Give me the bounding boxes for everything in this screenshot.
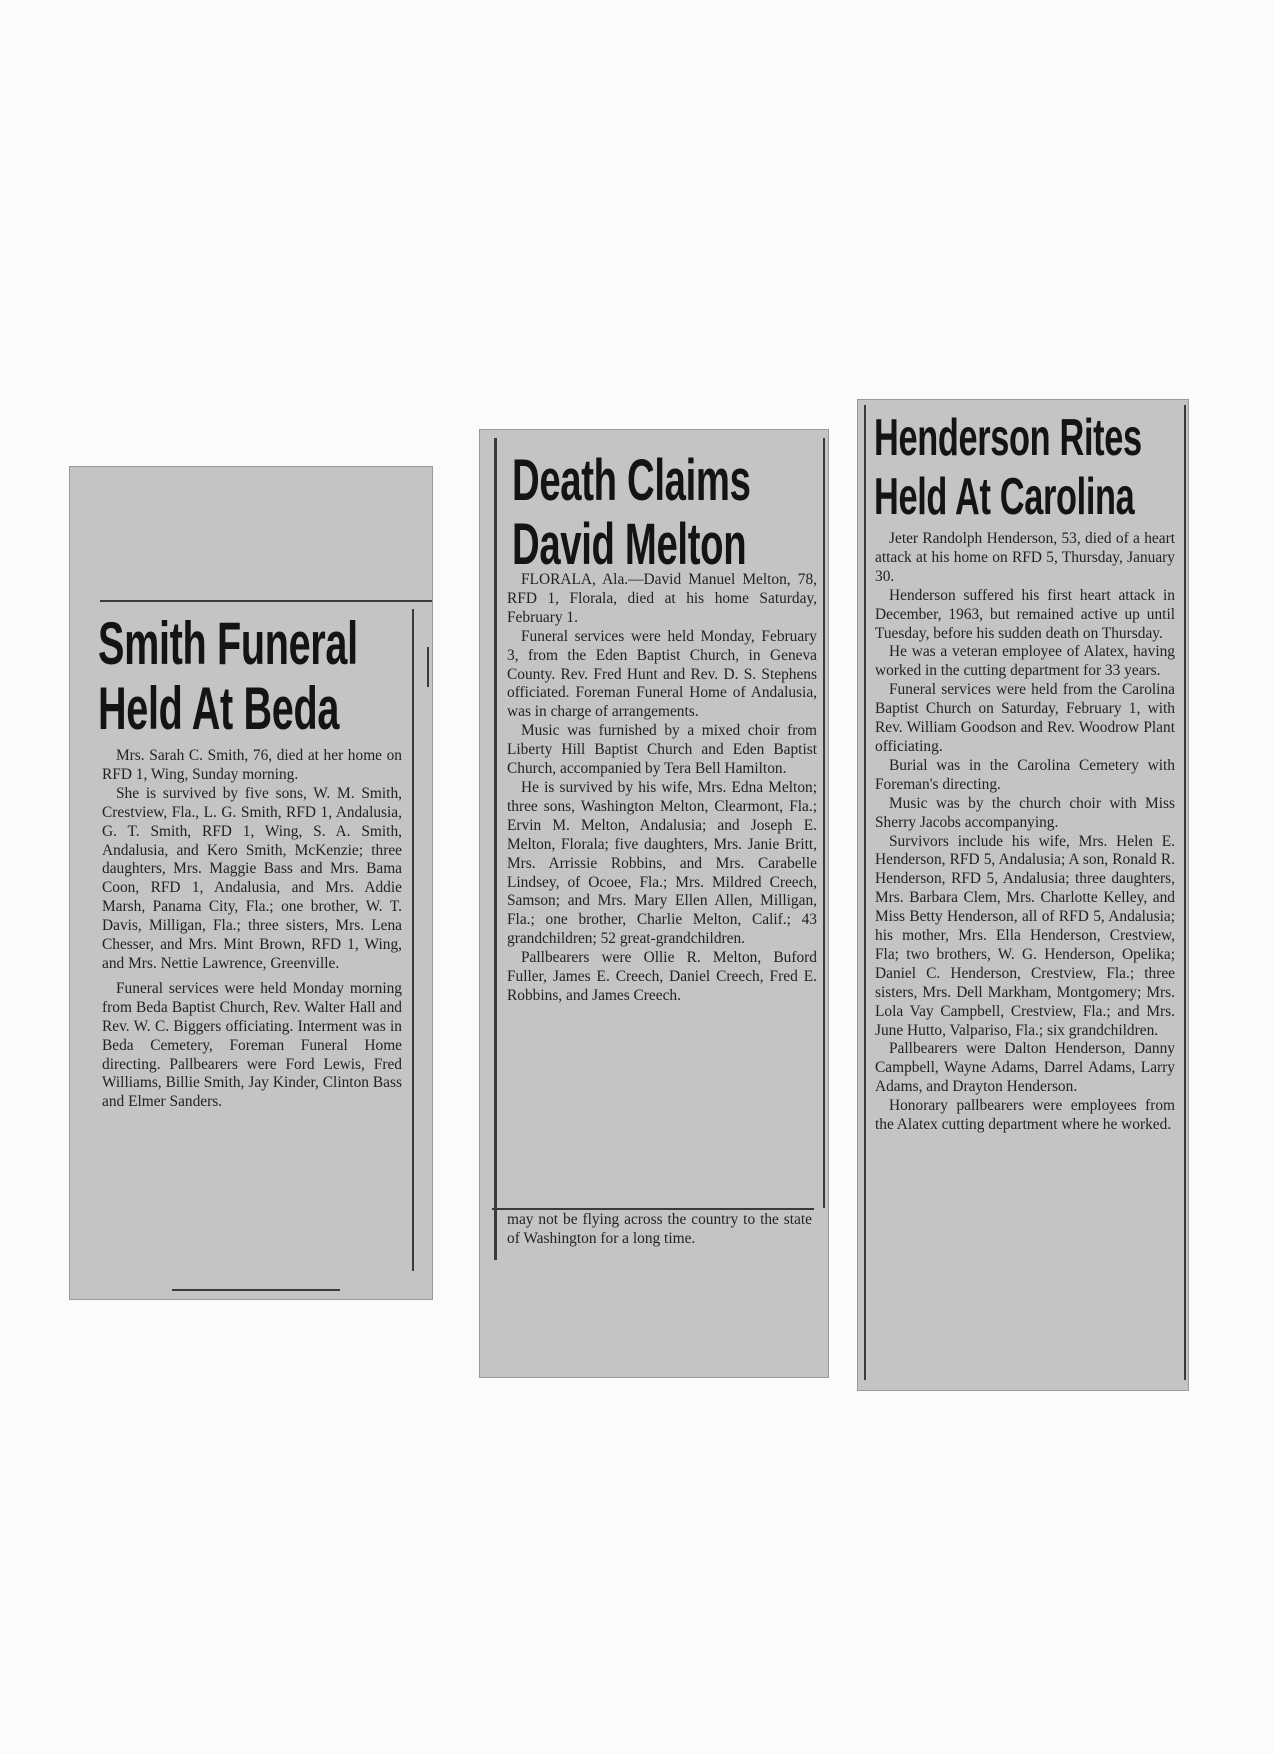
headline-line-1: Henderson Rites (874, 409, 1142, 467)
left-rule (494, 438, 497, 1260)
headline-line-1: Death Claims (512, 448, 751, 513)
paragraph: Burial was in the Carolina Cemetery with Foreman's directing. (875, 756, 1175, 793)
top-rule (100, 600, 432, 602)
paragraph: Funeral services were held Monday morning from Beda Baptist Church, Rev. Walter Hall and Rev. W. C. Biggers officiating. Interment was in Beda Cemetery, Foreman Funeral Home directing. Pallbearers were Ford Lewis, Fred Williams, Billie Smith, Jay Kinder, Clinton Bass and Elmer Sanders. (102, 979, 402, 1111)
right-rule (823, 438, 825, 1208)
paragraph: Music was furnished by a mixed choir from Liberty Hill Baptist Church and Eden Baptist Church, accompanied by Tera Bell Hamilton. (507, 722, 817, 778)
column-rule (412, 609, 414, 1271)
paragraph: Pallbearers were Ollie R. Melton, Buford Fuller, James E. Creech, Daniel Creech, Fred E. Robbins, and James Creech. (507, 949, 817, 1004)
paragraph: Pallbearers were Dalton Henderson, Danny Campbell, Wayne Adams, Darrel Adams, Larry Adams, and Drayton Henderson. (875, 1040, 1175, 1096)
fragment-text: may not be flying across the country to the state of Washington for a long time. (507, 1211, 812, 1247)
paragraph: Survivors include his wife, Mrs. Helen E. Henderson, RFD 5, Andalusia; A son, Ronald R. Henderson, RFD 5, Andalusia; three daughters, Mrs. Barbara Clem, Mrs. Charlotte Kelley, and Miss Betty Henderson, all of RFD 5, Andalusia; his mother, Mrs. Ella Henderson, Crestview, Fla; two brothers, W. G. Henderson, Opelika; Daniel C. Henderson, Crestview, Fla.; three sisters, Mrs. Dell Markham, Montgomery; Mrs. Lola Vay Campbell, Crestview, Fla.; and Mrs. June Hutto, Valpariso, Fla.; six grandchildren. (875, 832, 1175, 1039)
paragraph: Henderson suffered his first heart attack in December, 1963, but remained active up until Tuesday, before his sudden death on Thursday. (875, 586, 1175, 642)
paragraph: Music was by the church choir with Miss Sherry Jacobs accompanying. (875, 794, 1175, 831)
paragraph: Funeral services were held from the Carolina Baptist Church on Saturday, February 1, with Rev. William Goodson and Rev. Woodrow Plant officiating. (875, 681, 1175, 755)
headline-line-2: David Melton (512, 512, 747, 577)
column-rule-next (427, 647, 429, 687)
paragraph: He is survived by his wife, Mrs. Edna Melton; three sons, Washington Melton, Clearmont, Fla.; Ervin M. Melton, Andalusia; and Joseph E. Melton, Florala; five daughters, Mrs. Janie Britt, Mrs. Arrissie Robbins, and Mrs. Carabelle Lindsey, of Ocoee, Fla.; Mrs. Mildred Creech, Samson; and Mrs. Mary Ellen Allen, Milligan, Fla.; one brother, Charlie Melton, Calif.; 43 grandchildren; 52 great-grandchildren. (507, 778, 817, 948)
paragraph: Funeral services were held Monday, February 3, from the Eden Baptist Church, in Geneva County. Rev. Fred Hunt and Rev. D. S. Stephens officiated. Foreman Funeral Home of Andalusia, was in charge of arrangements. (507, 627, 817, 721)
headline (512, 448, 751, 577)
paragraph: He was a veteran employee of Alatex, having worked in the cutting department for 33 years. (875, 643, 1175, 680)
clipping-death-claims-david-melton (480, 430, 828, 1377)
left-rule (864, 405, 866, 1380)
headline (98, 610, 358, 742)
headline-line-2: Held At Carolina (874, 468, 1135, 526)
column-break-rule (492, 1208, 814, 1210)
continued-fragment (507, 1211, 812, 1249)
paragraph: FLORALA, Ala.—David Manuel Melton, 78, RFD 1, Florala, died at his home Saturday, February 1. (507, 571, 817, 626)
article-body (507, 571, 817, 1006)
bottom-rule (172, 1289, 340, 1291)
paragraph: She is survived by five sons, W. M. Smith, Crestview, Fla., L. G. Smith, RFD 1, Andalusia, G. T. Smith, RFD 1, Wing, S. A. Smith, Andalusia, and Kero Smith, McKenzie; three daughters, Mrs. Maggie Bass and Mrs. Bama Coon, RFD 1, Andalusia, and Mrs. Addie Marsh, Panama City, Fla.; one brother, W. T. Davis, Milligan, Fla.; three sisters, Mrs. Lena Chesser, and Mrs. Mint Brown, RFD 1, Wing, and Mrs. Nettie Lawrence, Greenville. (102, 784, 402, 972)
right-rule (1184, 405, 1186, 1380)
headline-line-2: Held At Beda (98, 675, 340, 742)
paragraph: Honorary pallbearers were employees from the Alatex cutting department where he worked. (875, 1097, 1175, 1134)
article-body (875, 530, 1175, 1135)
article-body (102, 747, 402, 1112)
paragraph: Mrs. Sarah C. Smith, 76, died at her home on RFD 1, Wing, Sunday morning. (102, 747, 402, 783)
paragraph: Jeter Randolph Henderson, 53, died of a heart attack at his home on RFD 5, Thursday, January 30. (875, 530, 1175, 585)
headline (874, 409, 1142, 526)
headline-line-1: Smith Funeral (98, 610, 358, 677)
clipping-smith-funeral (70, 467, 432, 1299)
clipping-henderson-rites (858, 400, 1188, 1390)
